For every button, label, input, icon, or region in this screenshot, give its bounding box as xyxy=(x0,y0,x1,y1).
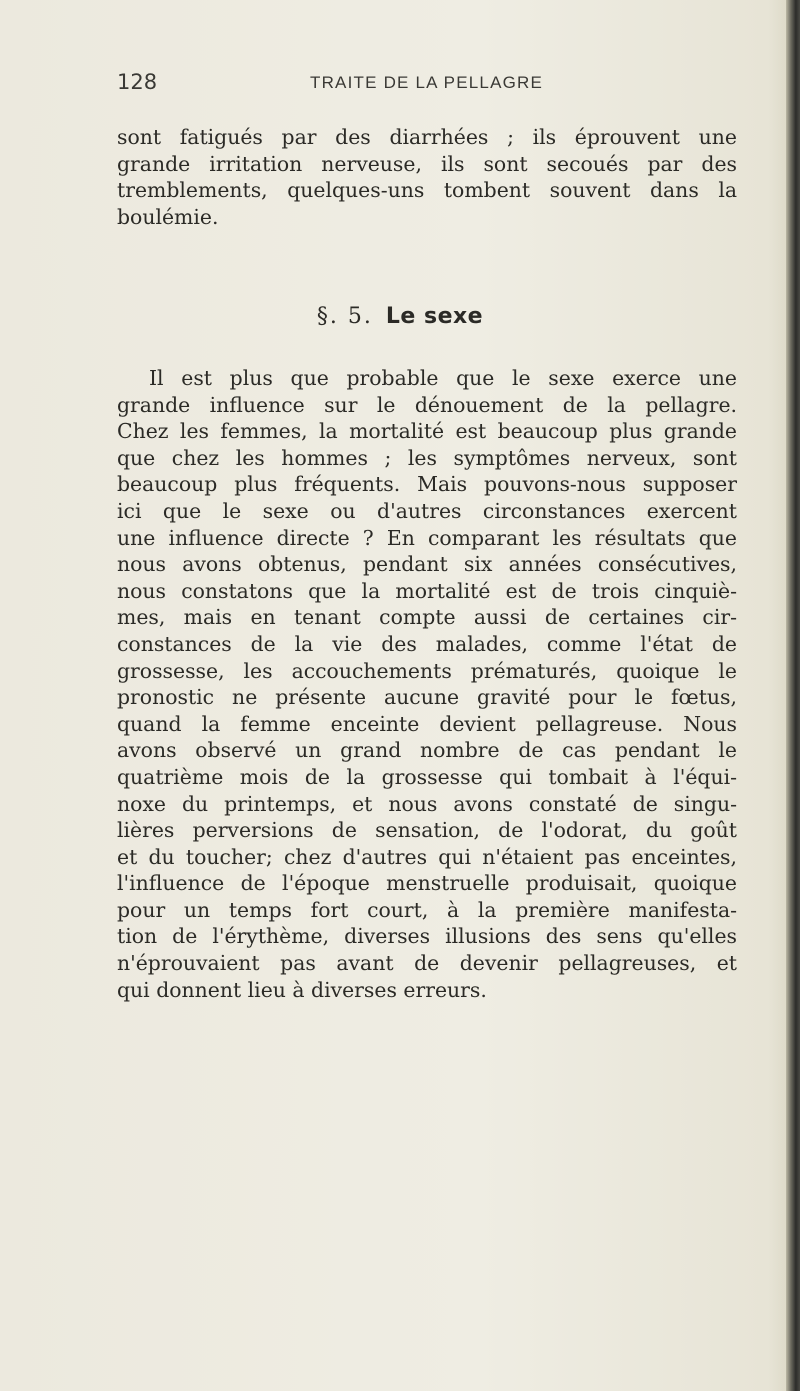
text-line: lières perversions de sensation, de l'odorat, du goût xyxy=(117,818,737,843)
text-line: tremblements, quelques-uns tombent souvent dans la xyxy=(117,178,737,203)
text-line: avons observé un grand nombre de cas pendant le xyxy=(117,738,737,763)
paragraph-le-sexe xyxy=(117,365,737,1003)
text-line: une influence directe ? En comparant les résultats que xyxy=(117,525,737,550)
page-edge-shadow xyxy=(786,0,800,1391)
text-line: noxe du printemps, et nous avons constaté de singu- xyxy=(117,791,737,816)
page-header xyxy=(117,70,737,100)
text-line: ici que le sexe ou d'autres circonstances exercent xyxy=(117,498,737,523)
text-line: Il est plus que probable que le sexe exerce une xyxy=(149,366,737,390)
text-line: pour un temps fort court, à la première manifesta- xyxy=(117,897,737,922)
text-line: nous constatons que la mortalité est de trois cinquiè- xyxy=(117,578,737,603)
text-line: et du toucher; chez d'autres qui n'étaient pas enceintes, xyxy=(117,844,737,869)
text-line: que chez les hommes ; les symptômes nerveux, sont xyxy=(117,445,737,470)
text-line: mes, mais en tenant compte aussi de certaines cir- xyxy=(117,605,737,630)
text-line: quand la femme enceinte devient pellagreuse. Nous xyxy=(117,711,737,736)
running-title: TRAITE DE LA PELLAGRE xyxy=(310,73,544,92)
text-line: qui donnent lieu à diverses erreurs. xyxy=(117,977,487,1002)
text-line: grossesse, les accouchements prématurés, quoique le xyxy=(117,658,737,683)
text-line: beaucoup plus fréquents. Mais pouvons-nous supposer xyxy=(117,472,737,497)
text-line: n'éprouvaient pas avant de devenir pellagreuses, et xyxy=(117,951,737,976)
text-line: grande irritation nerveuse, ils sont secoués par des xyxy=(117,151,737,176)
text-line: grande influence sur le dénouement de la pellagre. xyxy=(117,392,737,417)
text-line: tion de l'érythème, diverses illusions des sens qu'elles xyxy=(117,924,737,949)
text-line: sont fatigués par des diarrhées ; ils éprouvent une xyxy=(117,125,737,149)
paragraph-continuation xyxy=(117,124,737,230)
text-line: l'influence de l'époque menstruelle produisait, quoique xyxy=(117,871,737,896)
text-line: pronostic ne présente aucune gravité pour le fœtus, xyxy=(117,685,737,710)
text-line: constances de la vie des malades, comme l'état de xyxy=(117,631,737,656)
text-line: nous avons obtenus, pendant six années consécutives, xyxy=(117,552,737,577)
text-line: Chez les femmes, la mortalité est beaucoup plus grande xyxy=(117,419,737,444)
section-number: §. 5. xyxy=(316,304,373,329)
text-line: quatrième mois de la grossesse qui tombait à l'équi- xyxy=(117,764,737,789)
section-title: Le sexe xyxy=(385,304,484,329)
section-heading xyxy=(0,304,800,329)
page-number: 128 xyxy=(117,70,158,94)
text-line: boulémie. xyxy=(117,204,219,229)
